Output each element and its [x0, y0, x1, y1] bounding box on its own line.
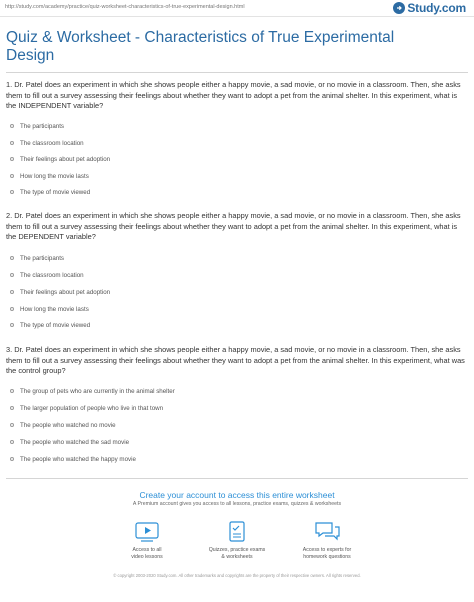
- option-label: The people who watched the happy movie: [20, 455, 136, 463]
- radio-icon[interactable]: [10, 307, 14, 311]
- q3-option-1[interactable]: [10, 386, 175, 396]
- q2-option-3[interactable]: [10, 287, 110, 297]
- q2-option-1[interactable]: [10, 253, 64, 263]
- option-label: The people who watched no movie: [20, 421, 116, 429]
- q3-option-3[interactable]: [10, 420, 116, 430]
- q1-option-1[interactable]: [10, 121, 64, 131]
- radio-icon[interactable]: [10, 256, 14, 260]
- radio-icon[interactable]: [10, 457, 14, 461]
- page-url[interactable]: http://study.com/academy/practice/quiz-worksheet-characteristics-of-true-experimental-design.html: [5, 4, 245, 10]
- question-2-text: 2. Dr. Patel does an experiment in which she shows people either a happy movie, a sad movie, or no movie in a classroom. Then, she asks them to fill out a survey assessing their feelings about whether they want to adopt a pet from the animal shelter. In this experiment, what is the DEPENDENT variable?: [6, 211, 461, 241]
- feature-label-line1: Access to all: [132, 547, 162, 553]
- copyright-footer: © copyright 2003-2020 Study.com. All other trademarks and copyrights are the property of their respective owners. All rights reserved.: [113, 573, 361, 578]
- option-label: The people who watched the sad movie: [20, 438, 130, 446]
- q1-option-4[interactable]: [10, 171, 89, 181]
- quiz-worksheet-icon: [222, 520, 252, 544]
- option-label: The classroom location: [20, 271, 84, 279]
- radio-icon[interactable]: [10, 423, 14, 427]
- option-label: Their feelings about pet adoption: [20, 288, 111, 296]
- logo-text: Study.com: [407, 1, 466, 15]
- video-lessons-icon: [132, 520, 162, 544]
- option-label: The group of pets who are currently in the animal shelter: [20, 387, 175, 395]
- feature-label-line2: homework questions: [303, 553, 351, 560]
- option-label: How long the movie lasts: [20, 172, 89, 180]
- radio-icon[interactable]: [10, 190, 14, 194]
- feature-label-line2: & worksheets: [221, 553, 253, 560]
- option-label: The type of movie viewed: [20, 188, 91, 196]
- q1-option-5[interactable]: [10, 187, 90, 197]
- q2-option-4[interactable]: [10, 304, 89, 314]
- option-label: The larger population of people who live in that town: [20, 404, 164, 412]
- feature-label-line1: Access to experts for: [302, 547, 352, 553]
- study-logo[interactable]: [393, 1, 466, 15]
- page-title: [6, 29, 426, 65]
- radio-icon[interactable]: [10, 157, 14, 161]
- q1-option-3[interactable]: [10, 154, 110, 164]
- radio-icon[interactable]: [10, 174, 14, 178]
- circle-arrow-icon: [393, 2, 405, 14]
- q3-option-4[interactable]: [10, 437, 129, 447]
- top-bar: [0, 0, 474, 17]
- radio-icon[interactable]: [10, 141, 14, 145]
- promo-subtitle: A Premium account gives you access to all lessons, practice exams, quizzes & worksheets: [132, 501, 342, 507]
- q3-option-5[interactable]: [10, 454, 136, 464]
- option-label: The participants: [20, 122, 65, 130]
- question-3-text: 3. Dr. Patel does an experiment in which she shows people either a happy movie, a sad movie, or no movie in a classroom. Then, she asks them to fill out a survey assessing their feelings about whether they want to adopt a pet from the animal shelter. In this experiment, what was the control group?: [6, 345, 465, 375]
- feature-video-lessons: [102, 520, 192, 560]
- radio-icon[interactable]: [10, 290, 14, 294]
- radio-icon[interactable]: [10, 124, 14, 128]
- title-line-2: Design: [6, 47, 55, 64]
- radio-icon[interactable]: [10, 406, 14, 410]
- q1-option-2[interactable]: [10, 138, 84, 148]
- feature-experts: [282, 520, 372, 560]
- feature-quizzes: [192, 520, 282, 560]
- option-label: The participants: [20, 254, 65, 262]
- question-1-text: 1. Dr. Patel does an experiment in which she shows people either a happy movie, a sad movie, or no movie in a classroom. Then, she asks them to fill out a survey assessing their feelings about whether they want to adopt a pet from the animal shelter. In this experiment, what is the INDEPENDENT variable?: [6, 80, 461, 110]
- create-account-link[interactable]: Create your account to access this entire worksheet: [139, 490, 335, 500]
- radio-icon[interactable]: [10, 440, 14, 444]
- q2-option-2[interactable]: [10, 270, 84, 280]
- radio-icon[interactable]: [10, 273, 14, 277]
- radio-icon[interactable]: [10, 389, 14, 393]
- feature-label-line1: Quizzes, practice exams: [208, 547, 266, 553]
- title-line-1: Quiz & Worksheet - Characteristics of True Experimental: [6, 29, 395, 46]
- q3-option-2[interactable]: [10, 403, 163, 413]
- option-label: The type of movie viewed: [20, 321, 91, 329]
- feature-label-line2: video lessons: [131, 553, 163, 560]
- option-label: How long the movie lasts: [20, 305, 89, 313]
- q2-option-5[interactable]: [10, 320, 90, 330]
- divider: [6, 72, 468, 73]
- expert-chat-icon: [312, 520, 342, 544]
- divider: [6, 478, 468, 479]
- radio-icon[interactable]: [10, 323, 14, 327]
- option-label: The classroom location: [20, 139, 84, 147]
- option-label: Their feelings about pet adoption: [20, 155, 111, 163]
